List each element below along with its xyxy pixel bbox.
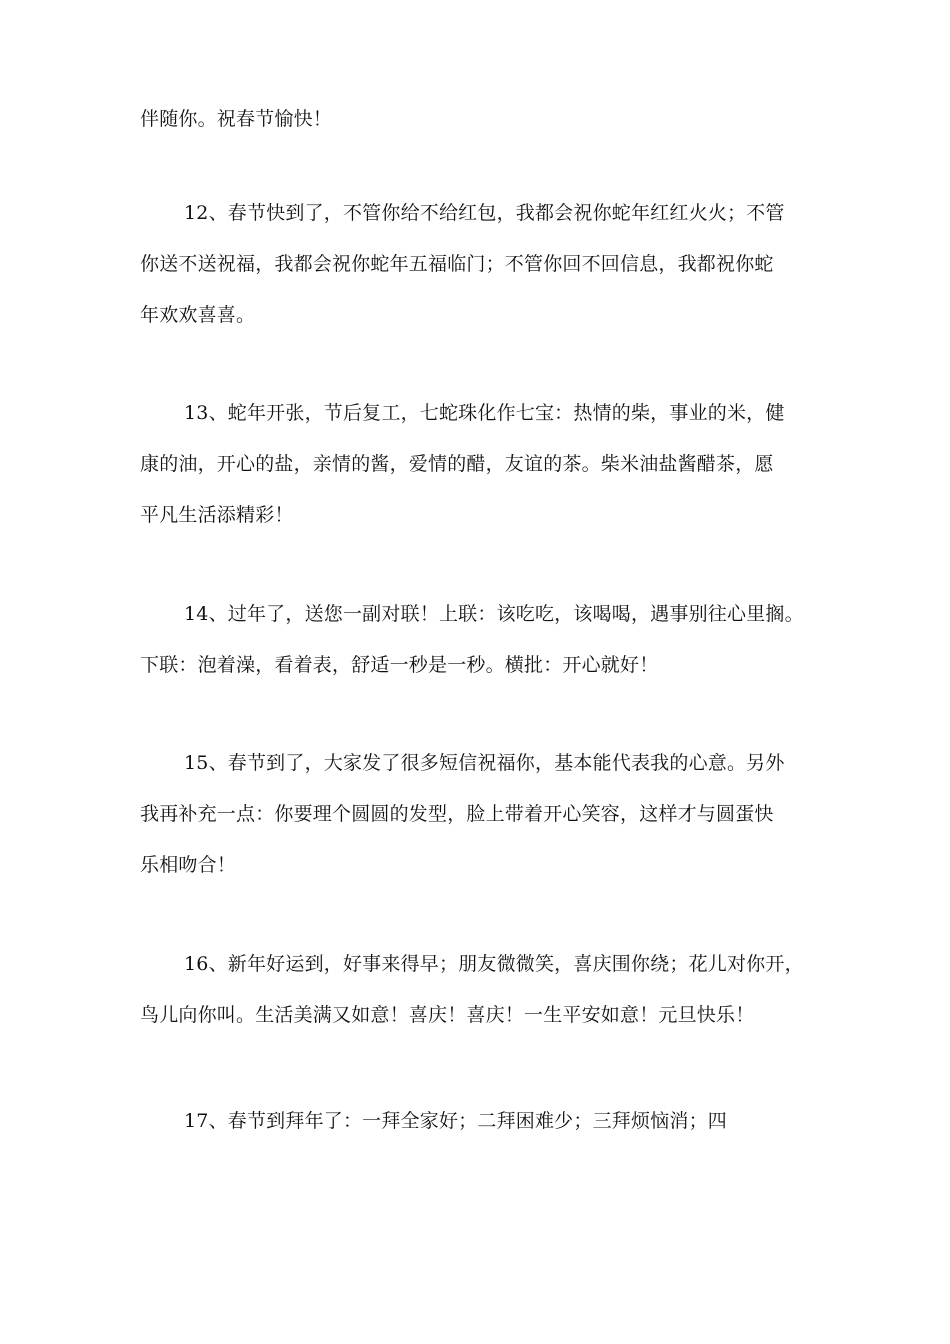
paragraph-12	[140, 188, 840, 341]
text-line: 16、新年好运到，好事来得早；朋友微微笑，喜庆围你绕；花儿对你开，	[184, 953, 804, 975]
text-line: 年欢欢喜喜。	[140, 304, 256, 326]
paragraph-13	[140, 388, 840, 541]
text-line: 14、过年了，送您一副对联！上联：该吃吃，该喝喝，遇事别往心里搁。	[184, 603, 804, 625]
text-line: 13、蛇年开张，节后复工，七蛇珠化作七宝：热情的柴，事业的米，健	[184, 402, 785, 424]
paragraph-15	[140, 738, 840, 891]
paragraph-14	[140, 589, 840, 691]
text-line: 康的油，开心的盐，亲情的酱，爱情的醋，友谊的茶。柴米油盐酱醋茶，愿	[140, 453, 774, 475]
text-line: 我再补充一点：你要理个圆圆的发型，脸上带着开心笑容，这样才与圆蛋快	[140, 803, 774, 825]
text-line: 鸟儿向你叫。生活美满又如意！喜庆！喜庆！一生平安如意！元旦快乐！	[140, 1004, 755, 1026]
paragraph-17-start	[140, 1096, 840, 1147]
text-line: 12、春节快到了，不管你给不给红包，我都会祝你蛇年红红火火；不管	[184, 202, 785, 224]
text-line: 你送不送祝福，我都会祝你蛇年五福临门；不管你回不回信息，我都祝你蛇	[140, 253, 774, 275]
text-line: 17、春节到拜年了：一拜全家好；二拜困难少；三拜烦恼消；四	[184, 1110, 727, 1132]
text-line: 下联：泡着澡，看着表，舒适一秒是一秒。横批：开心就好！	[140, 654, 659, 676]
text-line: 15、春节到了，大家发了很多短信祝福你，基本能代表我的心意。另外	[184, 752, 785, 774]
text-line: 乐相吻合！	[140, 854, 237, 876]
paragraph-11-end	[140, 94, 840, 145]
text-line: 伴随你。祝春节愉快！	[140, 108, 333, 130]
paragraph-16	[140, 939, 840, 1041]
text-line: 平凡生活添精彩！	[140, 504, 294, 526]
